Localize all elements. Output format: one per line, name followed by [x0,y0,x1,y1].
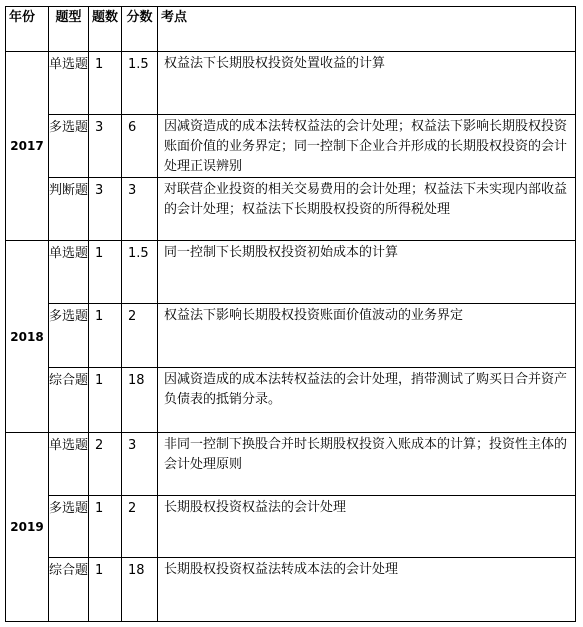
score-cell: 18 [122,368,158,433]
table-row [6,52,576,115]
type-cell: 单选题 [49,52,89,115]
count-cell: 1 [89,368,122,433]
points-cell: 权益法下影响长期股权投资账面价值波动的业务界定 [158,304,576,368]
count-cell: 3 [89,178,122,241]
points-cell: 非同一控制下换股合并时长期股权投资入账成本的计算；投资性主体的会计处理原则 [158,433,576,496]
count-cell: 1 [89,52,122,115]
table-row [6,558,576,622]
table-row [6,304,576,368]
points-cell: 长期股权投资权益法的会计处理 [158,496,576,558]
type-cell: 多选题 [49,115,89,178]
score-cell: 1.5 [122,241,158,304]
table-row [6,496,576,558]
header-score: 分数 [122,7,158,52]
count-cell: 1 [89,496,122,558]
points-cell: 因减资造成的成本法转权益法的会计处理；权益法下影响长期股权投资账面价值的业务界定；同一控制下企业合并形成的长期股权投资的会计处理正误辨别 [158,115,576,178]
score-cell: 3 [122,178,158,241]
score-cell: 2 [122,496,158,558]
score-cell: 1.5 [122,52,158,115]
type-cell: 综合题 [49,558,89,622]
score-cell: 18 [122,558,158,622]
points-cell: 因减资造成的成本法转权益法的会计处理，捎带测试了购买日合并资产负债表的抵销分录。 [158,368,576,433]
header-row [6,7,576,52]
year-cell: 2017 [6,52,49,241]
count-cell: 2 [89,433,122,496]
type-cell: 单选题 [49,433,89,496]
type-cell: 多选题 [49,496,89,558]
points-cell: 长期股权投资权益法转成本法的会计处理 [158,558,576,622]
table-row [6,178,576,241]
header-count: 题数 [89,7,122,52]
type-cell: 单选题 [49,241,89,304]
type-cell: 判断题 [49,178,89,241]
count-cell: 1 [89,241,122,304]
count-cell: 1 [89,558,122,622]
type-cell: 多选题 [49,304,89,368]
score-cell: 6 [122,115,158,178]
header-points: 考点 [158,7,576,52]
header-type: 题型 [49,7,89,52]
count-cell: 1 [89,304,122,368]
year-cell: 2018 [6,241,49,433]
points-cell: 对联营企业投资的相关交易费用的会计处理；权益法下未实现内部收益的会计处理；权益法下长期股权投资的所得税处理 [158,178,576,241]
count-cell: 3 [89,115,122,178]
table-row [6,368,576,433]
type-cell: 综合题 [49,368,89,433]
score-cell: 2 [122,304,158,368]
table-row [6,433,576,496]
table-row [6,241,576,304]
score-cell: 3 [122,433,158,496]
points-cell: 同一控制下长期股权投资初始成本的计算 [158,241,576,304]
points-cell: 权益法下长期股权投资处置收益的计算 [158,52,576,115]
exam-points-table [5,6,576,622]
header-year: 年份 [6,7,49,52]
year-cell: 2019 [6,433,49,622]
table-row [6,115,576,178]
